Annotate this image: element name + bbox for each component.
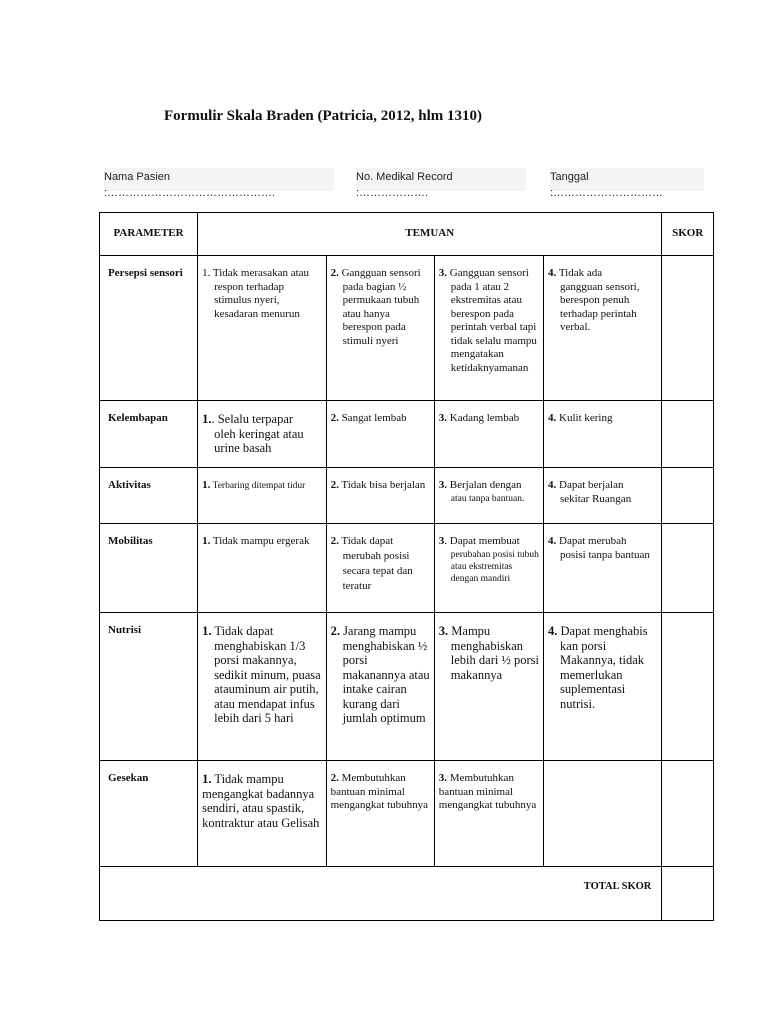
finding-first-line: Tidak dapat [211, 624, 274, 638]
total-row [100, 867, 714, 921]
finding-number: 2. [330, 479, 339, 491]
finding-first-line: Sangat lembab [338, 412, 407, 424]
finding-rest: oleh keringat atau urine basah [214, 426, 304, 455]
finding-cell [434, 468, 543, 524]
finding-number: 1. [202, 772, 212, 786]
finding-rest: mengangkat badannya sendiri, atau spastik, kontraktur atau Gelisah [202, 786, 320, 830]
finding-first-line: Jarang mampu [339, 624, 417, 638]
finding-rest: menghabiskan ½ porsi makanannya atau intake cairan kurang dari jumlah optimum [342, 638, 430, 725]
finding-cell [544, 524, 662, 613]
score-cell[interactable] [662, 468, 714, 524]
finding-number: 4. [548, 624, 558, 638]
finding-cell [198, 256, 326, 401]
finding-number: 3 [438, 535, 445, 547]
score-cell[interactable] [662, 401, 714, 468]
finding-cell [434, 524, 543, 613]
finding-cell [434, 613, 543, 761]
score-cell[interactable] [662, 613, 714, 761]
total-score-label: TOTAL SKOR [100, 867, 662, 921]
finding-cell [544, 613, 662, 761]
finding-cell [434, 256, 543, 401]
finding-number: 3. [438, 267, 448, 279]
finding-cell [198, 524, 326, 613]
finding-number: 4. [548, 479, 557, 491]
finding-number: 4. [548, 267, 557, 279]
finding-cell [326, 524, 434, 613]
header-parameter: PARAMETER [100, 213, 198, 256]
finding-rest: menghabiskan 1/3 porsi makannya, sedikit minum, puasa atauminum air putih, atau mendapat infus lebih dari 5 hari [214, 638, 321, 725]
score-cell[interactable] [662, 256, 714, 401]
finding-first-line: Terbaring ditempat tidur [210, 481, 306, 491]
finding-rest: gangguan sensori, berespon penuh terhadap perintah verbal. [560, 280, 640, 333]
finding-first-line: Berjalan dengan [447, 479, 522, 491]
finding-rest: respon terhadap stimulus nyeri, kesadaran menurun [214, 280, 300, 320]
finding-first-line: Mampu [448, 624, 491, 638]
finding-number: 3. [438, 412, 448, 424]
finding-number: 1. [202, 535, 211, 547]
finding-rest: pada bagian ½ permukaan tubuh atau hanya berespon pada stimuli nyeri [342, 280, 420, 347]
finding-number: 4. [548, 412, 557, 424]
finding-first-line: Dapat berjalan [556, 479, 624, 491]
finding-rest: bantuan minimal mengangkat tubuhnya [438, 785, 537, 811]
finding-rest: menghabiskan lebih dari ½ porsi makannya [450, 638, 539, 682]
finding-cell [198, 761, 326, 867]
finding-number: 2. [330, 412, 339, 424]
parameter-name: Aktivitas [100, 468, 198, 524]
table-header-row [100, 213, 714, 256]
patient-name-field[interactable]: Nama Pasien :………………………………………. [104, 168, 334, 191]
table-row [100, 468, 714, 524]
finding-number: 3. [438, 479, 448, 491]
finding-number: 1. [202, 624, 212, 638]
finding-cell [544, 256, 662, 401]
finding-first-line: Tidak ada [556, 267, 603, 279]
finding-cell [544, 761, 662, 867]
finding-cell [544, 401, 662, 468]
finding-cell [326, 401, 434, 468]
form-title: Formulir Skala Braden (Patricia, 2012, hlm 1310) [164, 108, 483, 124]
header-skor: SKOR [662, 213, 714, 256]
medical-record-field[interactable]: No. Medikal Record :………………. [356, 168, 526, 191]
finding-first-line: . Selalu terpapar [211, 412, 294, 426]
finding-rest: pada 1 atau 2 ekstremitas atau berespon pada perintah verbal tapi tidak selalu mampu mengatakan ketidaknyamanan [450, 280, 537, 374]
finding-rest: perubahan posisi tubuh atau ekstremitas dengan mandiri [450, 549, 539, 584]
finding-number: 1. [202, 479, 211, 491]
finding-first-line: 1. Tidak merasakan atau [202, 267, 310, 279]
finding-first-line: . Dapat membuat [444, 535, 520, 547]
finding-number: 2. [330, 624, 340, 638]
finding-first-line: Gangguan sensori [338, 267, 421, 279]
finding-cell [198, 613, 326, 761]
finding-number: 3. [438, 624, 449, 638]
parameter-name: Gesekan [100, 761, 198, 867]
finding-cell [326, 761, 434, 867]
finding-cell [326, 613, 434, 761]
total-score-cell[interactable] [662, 867, 714, 921]
table-row [100, 613, 714, 761]
parameter-name: Kelembapan [100, 401, 198, 468]
finding-cell [544, 468, 662, 524]
braden-scale-table [99, 212, 714, 921]
finding-cell [434, 761, 543, 867]
finding-cell [198, 401, 326, 468]
finding-cell [198, 468, 326, 524]
header-temuan: TEMUAN [198, 213, 662, 256]
finding-first-line: Tidak mampu ergerak [210, 535, 310, 547]
finding-first-line: Kadang lembab [447, 412, 520, 424]
finding-cell [326, 256, 434, 401]
parameter-name: Nutrisi [100, 613, 198, 761]
finding-number: 1. [202, 412, 212, 426]
parameter-name: Mobilitas [100, 524, 198, 613]
finding-first-line: Tidak dapat [338, 535, 394, 547]
finding-first-line: Membutuhkan [447, 772, 514, 784]
finding-first-line: Kulit kering [556, 412, 613, 424]
finding-number: 4. [548, 535, 557, 547]
table-row [100, 256, 714, 401]
finding-number: 3. [438, 772, 448, 784]
table-row [100, 761, 714, 867]
score-cell[interactable] [662, 761, 714, 867]
finding-rest: sekitar Ruangan [560, 492, 632, 505]
finding-first-line: Membutuhkan [338, 772, 406, 784]
finding-number: 2. [330, 772, 339, 784]
finding-rest: kan porsi Makannya, tidak memerlukan suplementasi nutrisi. [560, 638, 645, 711]
finding-first-line: Dapat menghabis [557, 624, 648, 638]
finding-number: 2. [330, 535, 339, 547]
finding-first-line: Tidak bisa berjalan [338, 479, 426, 491]
finding-first-line: Tidak mampu [211, 772, 284, 786]
table-row [100, 401, 714, 468]
finding-number: 2. [330, 267, 339, 279]
finding-first-line: Dapat merubah [556, 535, 627, 547]
finding-cell [434, 401, 543, 468]
date-field[interactable]: Tanggal :………………………… [550, 168, 704, 191]
table-row [100, 524, 714, 613]
finding-rest: bantuan minimal mengangkat tubuhnya [330, 785, 429, 811]
finding-first-line: Gangguan sensori [447, 267, 529, 279]
parameter-name: Persepsi sensori [100, 256, 198, 401]
finding-rest: atau tanpa bantuan. [450, 493, 525, 504]
finding-rest: posisi tanpa bantuan [560, 548, 650, 561]
finding-rest: merubah posisi secara tepat dan teratur [342, 549, 413, 592]
score-cell[interactable] [662, 524, 714, 613]
finding-cell [326, 468, 434, 524]
